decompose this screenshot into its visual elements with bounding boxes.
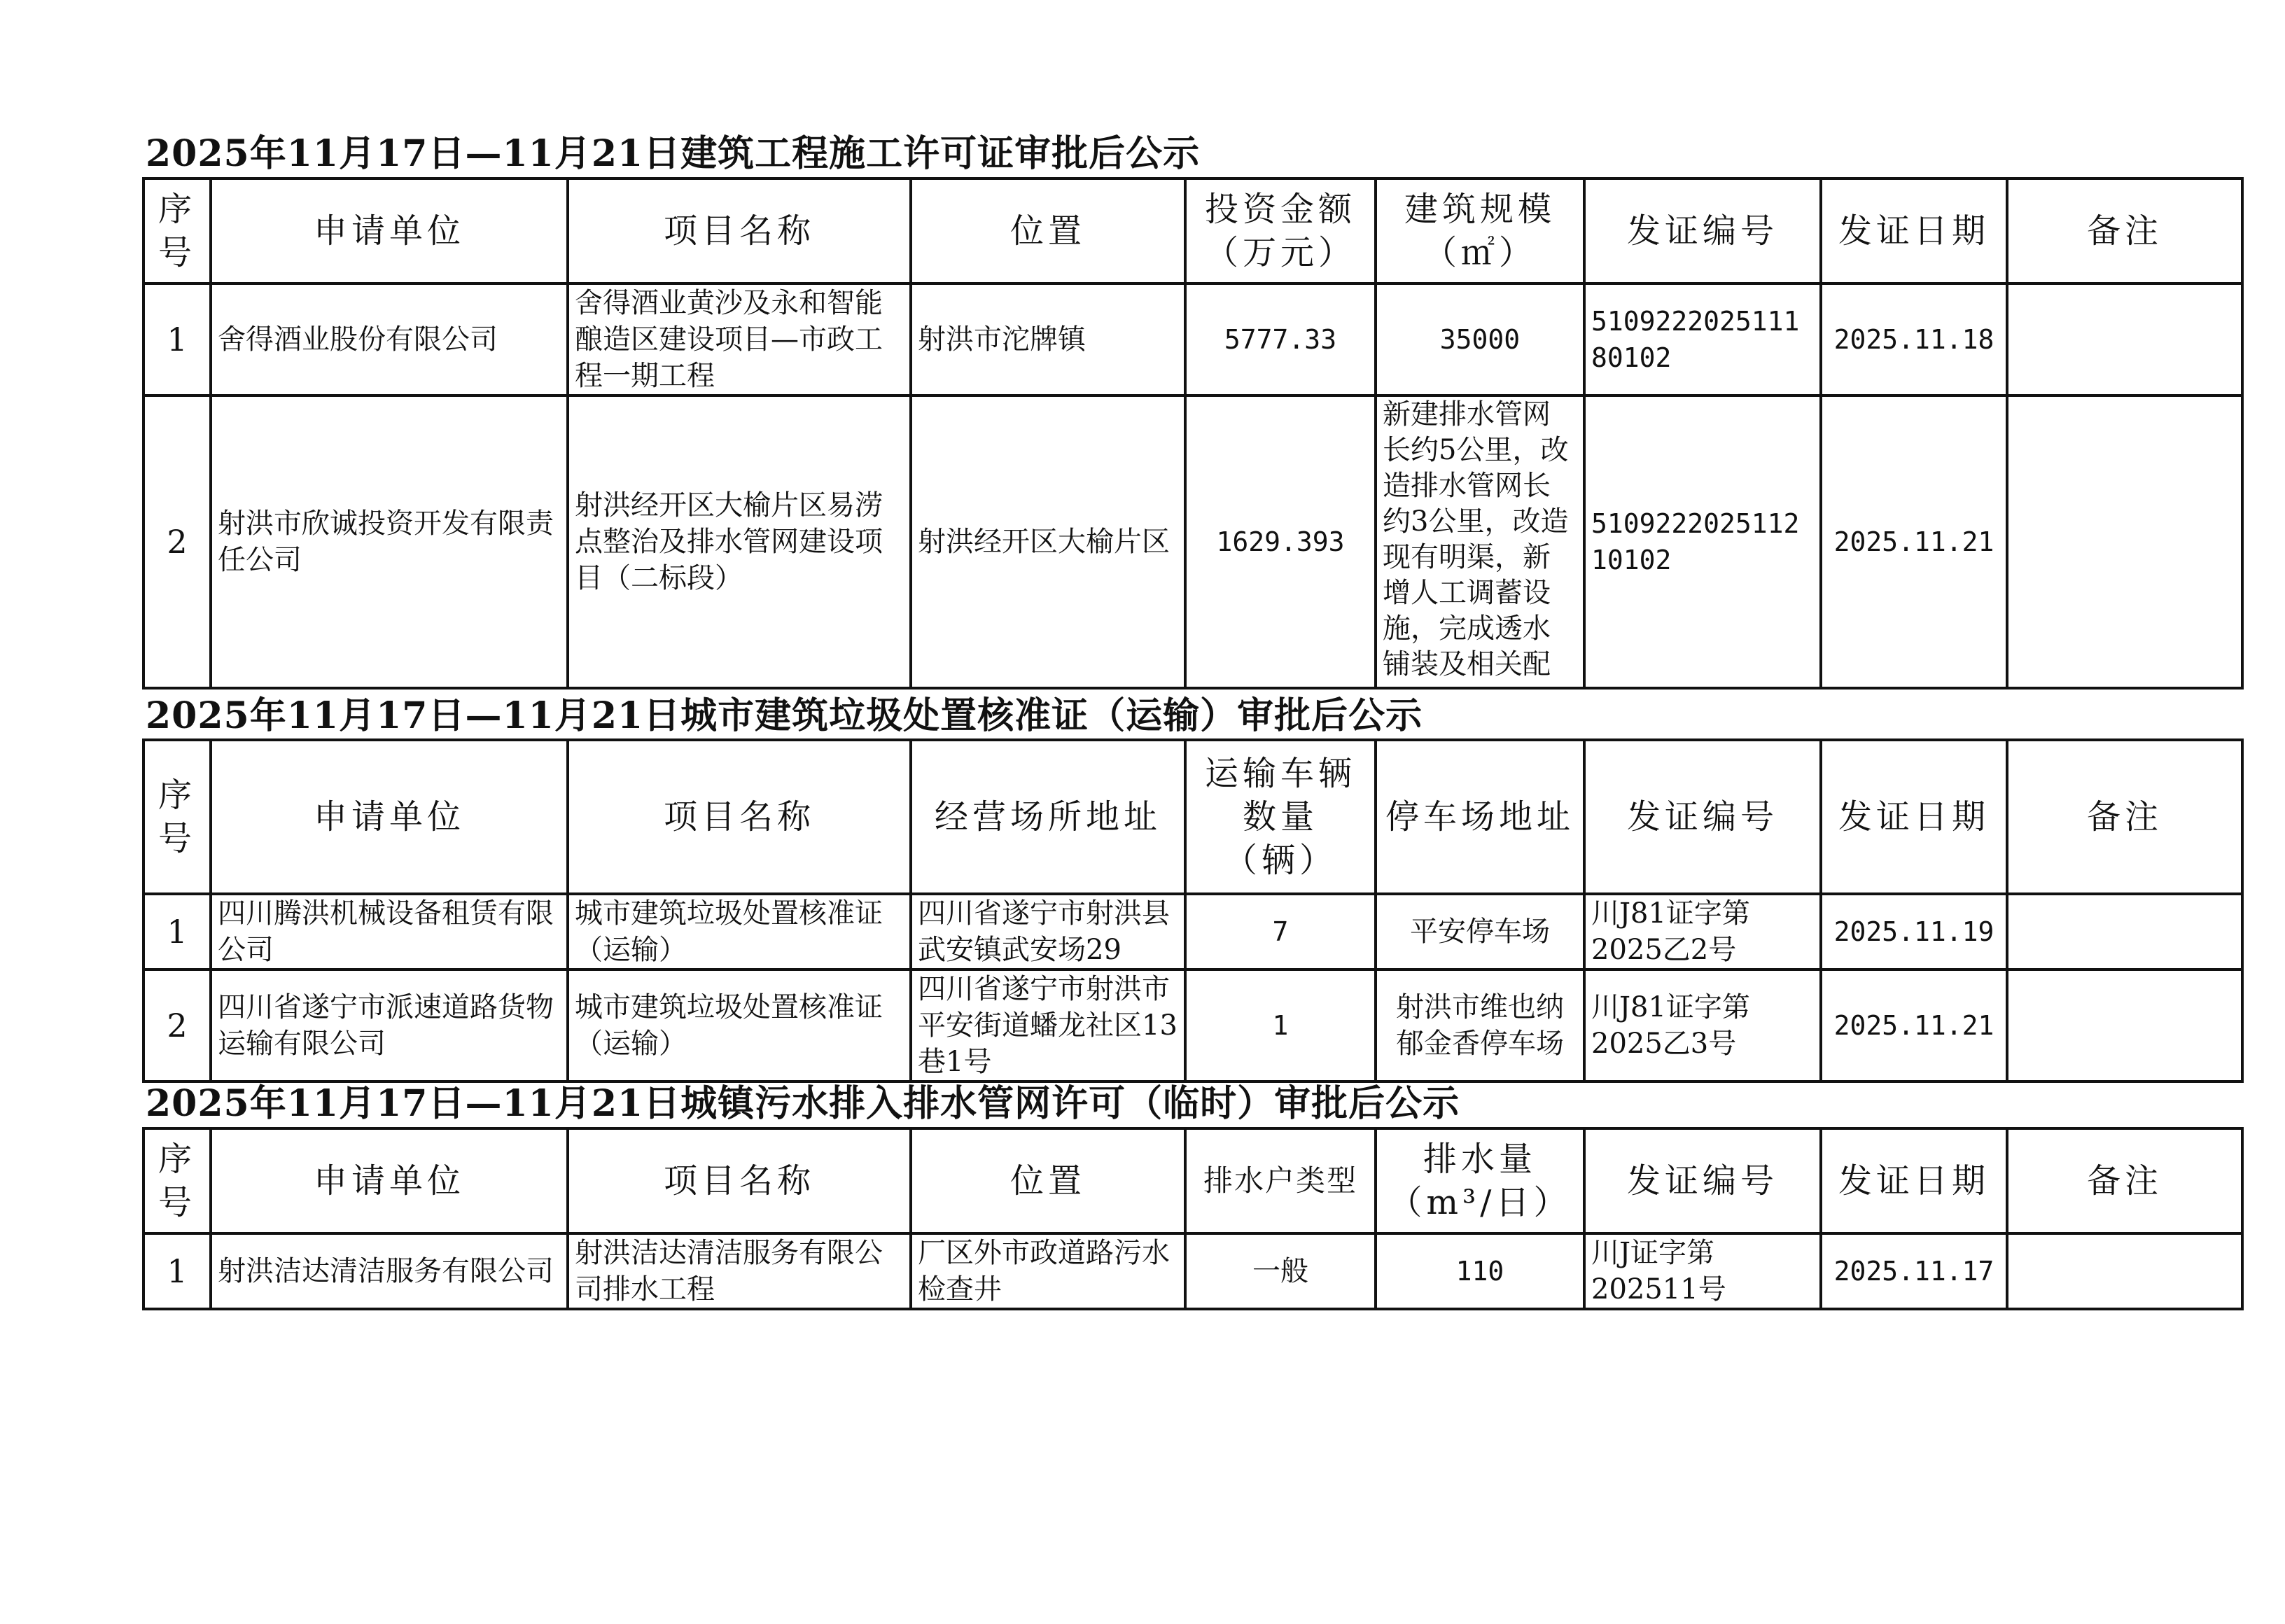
row-location: 射洪市沱牌镇 — [911, 284, 1185, 396]
row-scale: 35000 — [1376, 284, 1584, 396]
header-investment: 投资金额 （万元） — [1185, 178, 1376, 284]
header-discharge-volume: 排水量 （m³/日） — [1376, 1128, 1584, 1233]
row-applicant: 舍得酒业股份有限公司 — [211, 284, 568, 396]
header-remark: 备注 — [2007, 1128, 2242, 1233]
header-discharger-type: 排水户类型 — [1185, 1128, 1376, 1233]
header-project: 项目名称 — [568, 1128, 911, 1233]
header-applicant: 申请单位 — [211, 740, 568, 894]
row-location: 厂区外市政道路污水检查井 — [911, 1233, 1185, 1309]
header-location: 位置 — [911, 1128, 1185, 1233]
row-project: 射洪经开区大榆片区易涝点整治及排水管网建设项目（二标段） — [568, 396, 911, 688]
row-vehicle-count: 7 — [1185, 894, 1376, 969]
row-cert-no: 川J81证字第2025乙3号 — [1584, 969, 1821, 1082]
row-remark — [2007, 1233, 2242, 1309]
row-investment: 1629.393 — [1185, 396, 1376, 688]
header-project: 项目名称 — [568, 178, 911, 284]
table-row — [144, 1233, 2242, 1309]
row-project: 城市建筑垃圾处置核准证（运输） — [568, 894, 911, 969]
table-row — [144, 396, 2242, 688]
row-remark — [2007, 396, 2242, 688]
row-remark — [2007, 969, 2242, 1082]
waste-transport-table — [142, 738, 2244, 1083]
row-project: 射洪洁达清洁服务有限公司排水工程 — [568, 1233, 911, 1309]
header-cert-date: 发证日期 — [1821, 1128, 2007, 1233]
section-3-title: 2025年11月17日—11月21日城镇污水排入排水管网许可（临时）审批后公示 — [146, 1082, 1460, 1125]
header-cert-date: 发证日期 — [1821, 178, 2007, 284]
header-project: 项目名称 — [568, 740, 911, 894]
section-1-title: 2025年11月17日—11月21日建筑工程施工许可证审批后公示 — [146, 132, 1201, 175]
table-row — [144, 969, 2242, 1082]
header-seq: 序 号 — [144, 178, 211, 284]
row-cert-date: 2025.11.18 — [1821, 284, 2007, 396]
header-seq: 序 号 — [144, 740, 211, 894]
header-vehicle-count: 运输车辆 数量 （辆） — [1185, 740, 1376, 894]
row-parking-address: 平安停车场 — [1376, 894, 1584, 969]
header-parking-address: 停车场地址 — [1376, 740, 1584, 894]
header-location: 位置 — [911, 178, 1185, 284]
row-discharger-type: 一般 — [1185, 1233, 1376, 1309]
table-header-row — [144, 1128, 2242, 1233]
header-applicant: 申请单位 — [211, 1128, 568, 1233]
row-seq: 2 — [144, 396, 211, 688]
header-cert-date: 发证日期 — [1821, 740, 2007, 894]
header-remark: 备注 — [2007, 740, 2242, 894]
row-parking-address: 射洪市维也纳郁金香停车场 — [1376, 969, 1584, 1082]
row-cert-no: 510922202511210102 — [1584, 396, 1821, 688]
row-seq: 1 — [144, 1233, 211, 1309]
row-cert-date: 2025.11.17 — [1821, 1233, 2007, 1309]
row-cert-no: 510922202511180102 — [1584, 284, 1821, 396]
header-remark: 备注 — [2007, 178, 2242, 284]
row-seq: 2 — [144, 969, 211, 1082]
row-scale-text: 新建排水管网长约5公里，改造排水管网长约3公里，改造现有明渠，新增人工调蓄设施，完成透水铺装及相关配 — [1383, 398, 1569, 680]
row-cert-no: 川J证字第202511号 — [1584, 1233, 1821, 1309]
row-project: 城市建筑垃圾处置核准证（运输） — [568, 969, 911, 1082]
row-location: 射洪经开区大榆片区 — [911, 396, 1185, 688]
table-row — [144, 284, 2242, 396]
construction-permit-table — [142, 177, 2244, 690]
row-remark — [2007, 284, 2242, 396]
row-discharge-volume: 110 — [1376, 1233, 1584, 1309]
row-applicant: 射洪市欣诚投资开发有限责任公司 — [211, 396, 568, 688]
row-applicant: 四川腾洪机械设备租赁有限公司 — [211, 894, 568, 969]
header-cert-no: 发证编号 — [1584, 178, 1821, 284]
header-seq: 序 号 — [144, 1128, 211, 1233]
row-applicant: 四川省遂宁市派速道路货物运输有限公司 — [211, 969, 568, 1082]
row-cert-date: 2025.11.21 — [1821, 969, 2007, 1082]
sewage-permit-table — [142, 1127, 2244, 1310]
table-row — [144, 894, 2242, 969]
row-seq: 1 — [144, 284, 211, 396]
table-header-row — [144, 740, 2242, 894]
row-cert-date: 2025.11.21 — [1821, 396, 2007, 688]
row-scale — [1376, 396, 1584, 688]
row-applicant: 射洪洁达清洁服务有限公司 — [211, 1233, 568, 1309]
header-cert-no: 发证编号 — [1584, 740, 1821, 894]
row-investment: 5777.33 — [1185, 284, 1376, 396]
row-business-address: 四川省遂宁市射洪县武安镇武安场29 — [911, 894, 1185, 969]
header-scale: 建筑规模 （㎡） — [1376, 178, 1584, 284]
header-cert-no: 发证编号 — [1584, 1128, 1821, 1233]
row-project: 舍得酒业黄沙及永和智能酿造区建设项目—市政工程一期工程 — [568, 284, 911, 396]
row-seq: 1 — [144, 894, 211, 969]
row-business-address: 四川省遂宁市射洪市平安街道蟠龙社区13巷1号 — [911, 969, 1185, 1082]
row-cert-date: 2025.11.19 — [1821, 894, 2007, 969]
header-business-address: 经营场所地址 — [911, 740, 1185, 894]
header-applicant: 申请单位 — [211, 178, 568, 284]
row-vehicle-count: 1 — [1185, 969, 1376, 1082]
row-remark — [2007, 894, 2242, 969]
row-cert-no: 川J81证字第2025乙2号 — [1584, 894, 1821, 969]
section-2-title: 2025年11月17日—11月21日城市建筑垃圾处置核准证（运输）审批后公示 — [146, 694, 1423, 737]
table-header-row — [144, 178, 2242, 284]
